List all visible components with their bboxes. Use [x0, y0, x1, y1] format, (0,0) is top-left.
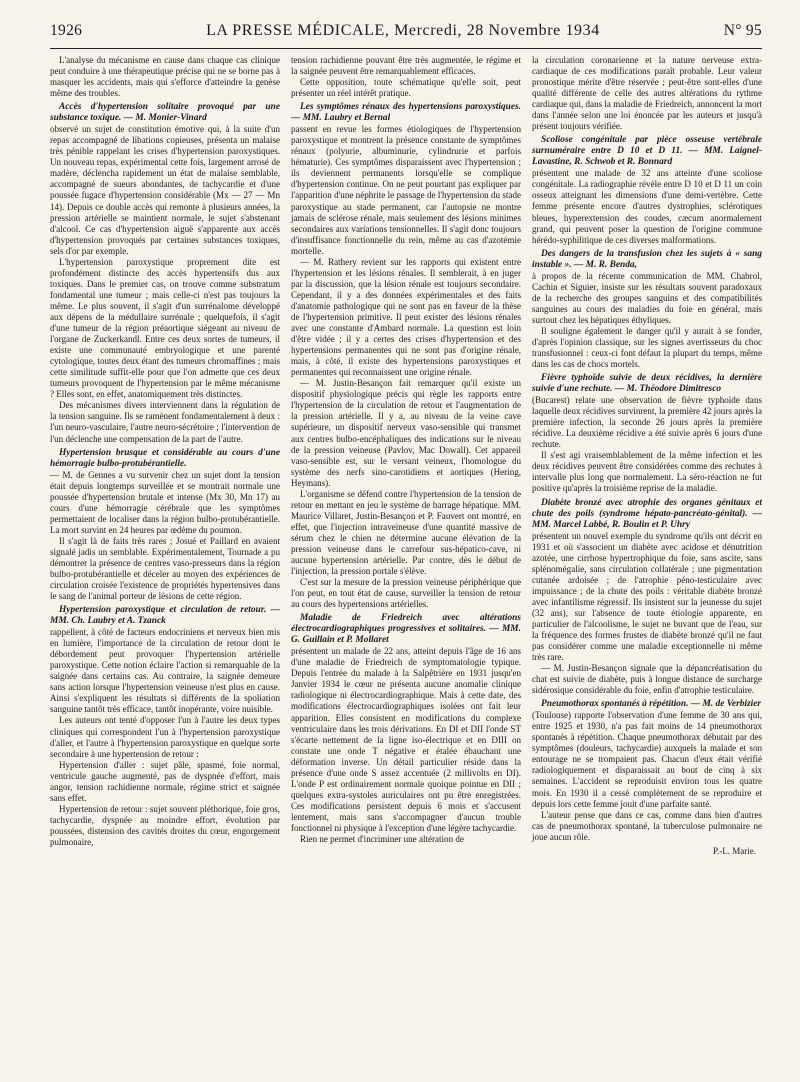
paragraph: Des mécanismes divers interviennent dans la régulation de la tension sanguine. Ils se ramènent fondamentalement à deux : l'un neuro-vasculaire, l'autre neuro-sécrétoire ; l'intervention de l'un déclenche une compensation de la part de l'autre. [50, 400, 280, 444]
journal-title: LA PRESSE MÉDICALE, Mercredi, 28 Novembre 1934 [206, 22, 600, 39]
column-2 [291, 55, 521, 857]
paragraph: Il s'agit là de faits très rares ; Josué et Paillard en avaient signalé jadis un semblable. Expérimentalement, Tournade a pu démontrer la présence de centres vaso-presseurs dans la région bulbo-protubérantielle et déceler au moyen des expériences de circulation croisée l'existence de propriétés hypertensives dans le sang de l'animal porteur de lésions de cette région. [50, 535, 280, 602]
author-signature: P.-L. Marie. [713, 845, 756, 856]
section-heading: Des dangers de la transfusion chez les sujets à « sang instable ». — M. R. Benda, [532, 248, 762, 270]
paragraph: Les auteurs ont tenté d'opposer l'un à l'autre les deux types cliniques qui correspondent l'un à l'hypertension paroxystique d'aller, et l'autre à l'hypertension paroxystique en quelque sorte secondaire à une hypertension de retour : [50, 715, 280, 759]
paragraph: tension rachidienne pouvant être très augmentée, le régime et la saignée peuvent être remarquablement efficaces. [291, 55, 521, 77]
section-heading: Pneumothorax spontanés à répétition. — M. de Verbizier [541, 699, 762, 710]
paragraph: Rien ne permet d'incriminer une altération de [300, 834, 464, 845]
section-heading: Scoliose congénitale par pièce osseuse vertébrale surnuméraire entre D 10 et D 11. — MM. Laignel-Lavastine, R. Schwob et R. Bonnard [532, 135, 762, 168]
column-3 [532, 55, 762, 857]
paragraph: L'auteur pense que dans ce cas, comme dans bien d'autres cas de pneumothorax spontané, la tuberculose pulmonaire ne joue aucun rôle. [532, 809, 762, 842]
paragraph: passent en revue les formes étiologiques de l'hypertension paroxystique et montrent la présence constante de symptômes rénaux (polyurie, albuminurie, cylindrurie et parfois hématurie). Ces symptômes disparaissent avec l'hypertension ; ils deviennent permanents lorsqu'elle se complique d'hypertension continue. On ne peut pourtant pas expliquer par l'apparition d'une néphrite le passage de l'hypertension du stade paroxystique au stade permanent, car l'autopsie ne montre jamais de sclérose rénale, mais seulement des lésions minimes secondaires aux variations tensionnelles. Il s'agit donc toujours d'insuffisance fonctionnelle du rein, même au cas d'azotémie mortelle. [291, 124, 521, 256]
section-heading: Hypertension brusque et considérable au cours d'une hémorragie bulbo-protubérantielle. [50, 447, 280, 469]
paragraph: L'hypertension paroxystique proprement dite est profondément distincte des accès hypertensifs dus aux toxiques. Dans le premier cas, on trouve comme substratum fondamental une tumeur ; mais celle-ci n'est pas toujours la même. Le plus souvent, il s'agit d'un surrénalome développé aux dépens de la médullaire surrénale ; quelquefois, il s'agit d'une tumeur de la région préaortique siégeant au niveau de l'organe de Zuckerkandl. Entre ces deux sortes de tumeurs, il existe une communauté embryologique et une parenté cytologique, toutes deux étant des tumeurs chromaffines ; mais cette similitude suffit-elle pour que l'on admette que ces deux tumeurs provoquent de l'hypertension par le même mécanisme ? Elles sont, en effet, anatomiquement très distinctes. [50, 256, 280, 400]
column-1 [50, 55, 280, 857]
paragraph: Il souligne également le danger qu'il y aurait à se fonder, d'après l'opinion classique, sur les signes avertisseurs du choc transfusionnel : ceux-ci font défaut la plupart du temps, même dans les cas de chocs mortels. [532, 325, 762, 370]
issue-number: N° 95 [723, 22, 762, 39]
page-number: 1926 [50, 22, 83, 39]
paragraph: présentent un malade de 22 ans, atteint depuis l'âge de 16 ans d'une maladie de Friedreich de symptomatologie typique. Depuis l'entrée du malade à la Salpêtrière en 1931 jusqu'en Janvier 1934 le cœur ne présenta aucune anomalie clinique radiologique ni électrocardiographique. Mais à cette date, des modifications électrocardiographiques isolées ont fait leur apparition. Elles consistent en modifications du complexe ventriculaire dans les trois dérivations. En DI et DII l'onde ST s'écarte nettement de la ligne iso-électrique et en DIII on constate une onde T négative et étalée ébauchant une déformation inverse. Un détail particulier réside dans la présence d'une onde S assez accentuée (2 millivolts en DI). L'onde P est ordinairement normale quoique pointue en DII ; quelques extra-systoles auriculaires ont pu être enregistrées. Ces modifications persistent depuis 6 mois et s'accusent lentement, mais sans s'accompagner d'aucun trouble fonctionnel ni physique à l'exception d'une légère tachycardie. [291, 646, 521, 833]
masthead [50, 22, 762, 46]
paragraph: à propos de la récente communication de MM. Chabrol, Cachin et Siguier, insiste sur les résultats souvent paradoxaux de la recherche des groupes sanguins et des compatibilités sanguines au cours des maladies du foie en général, mais surtout chez les hépatiques éthyliques. [532, 270, 762, 325]
section-heading: Accès d'hypertension solitaire provoqué par une substance toxique. — M. Monier-Vinard [50, 102, 280, 124]
section-heading: Fièvre typhoïde suivie de deux récidives, la dernière suivie d'une rechute. — M. Théodore Dimitresco [532, 373, 762, 395]
header-rule [50, 48, 762, 49]
section-heading: Les symptômes rénaux des hypertensions paroxystiques. — MM. Laubry et Bernal [291, 102, 521, 124]
paragraph: — M. Rathery revient sur les rapports qui existent entre l'hypertension et les lésions rénales. Il semblerait, à en juger par la discussion, que la lésion rénale est toujours secondaire. Cependant, il y a des données expérimentales et des faits d'anatomie pathologique qui ne sont pas en faveur de la thèse de l'hypertension primitive. Il peut exister des lésions rénales avec une constante d'Ambard normale. La question est loin d'être vidée ; il y a certes des crises d'hypertension et des hypertensions permanentes qui ne sont pas d'origine rénale, mais, à côté, il existe des hypertensions paroxystiques et permanentes qui reconnaissent une origine rénale. [291, 256, 521, 378]
paragraph: L'analyse du mécanisme en cause dans chaque cas clinique peut conduire à une thérapeutique précise qui ne se borne pas à masquer les accidents, mais qui s'efforce d'atteindre la genèse même des troubles. [50, 55, 280, 99]
paragraph: — M. Justin-Besançon signale que la dépancréatisation du chat est suivie de diabète, puis à longue distance de surcharge sidérosique considérable du foie, enfin d'atrophie testiculaire. [532, 663, 762, 696]
paragraph: observé un sujet de constitution émotive qui, à la suite d'un repas accompagné de libations copieuses, présenta un malaise très pénible rappelant les crises d'hypertension paroxystiques. Un nouveau repas, expérimental cette fois, largement arrosé de madère, déclencha rapidement un état de malaise semblable, accompagné de sueurs abondantes, de tachycardie et d'une poussée fugace d'hypertension considérable (Mx — 27 — Mn 14). Depuis ce double accès qui remonte à plusieurs années, la pression artérielle se maintient normale, le sujet s'abstenant d'alcool. Ce cas d'hypertension aiguë s'apparente aux accès d'hypertension provoqués par certaines substances toxiques, sels d'or par exemple. [50, 124, 280, 256]
paragraph: présentent une malade de 32 ans atteinte d'une scoliose congénitale. La radiographie révèle entre D 10 et D 11 un coin osseux atteignant les dimensions d'une demi-vertèbre. Cette femme présente encore d'autres dystrophies, sclérotiques bleues, hyperextension des coudes, cæcum anormalement grand, qui peuvent poser la question de l'origine commune hérédo-syphilitique de ces diverses malformations. [532, 168, 762, 245]
section-heading: Diabète bronzé avec atrophie des organes génitaux et chute des poils (syndrome hépato-pancréato-génital). — MM. Marcel Labbé, R. Boulin et P. Uhry [532, 497, 762, 530]
paragraph: (Toulouse) rapporte l'observation d'une femme de 30 ans qui, entre 1925 et 1930, n'a pas fait moins de 14 pneumothorax spontanés à répétition. Chaque pneumothorax débutait par des symptômes (douleurs, tachycardie) auxquels la malade et son entourage ne se trompaient pas. Chacun d'eux était vérifié radiologiquement et disparaissait au bout de cinq à six semaines. L'accident se reproduisit environ tous les quatre mois. En 1930 il a cessé complètement de se reproduire et depuis lors cette femme jouit d'une parfaite santé. [532, 710, 762, 809]
paragraph: — M. de Gennes a vu survenir chez un sujet dont la tension était depuis longtemps surveillée et se montrait normale une poussée d'hypertension brutale et intense (Mx 30, Mn 17) au cours d'une hémorragie cérébrale que les symptômes permettaient de localiser dans la région bulbo-protubérantielle. La mort survint en 24 heures par œdème du poumon. [50, 469, 280, 535]
paragraph: Il s'est agi vraisemblablement de la même infection et les deux récidives peuvent être considérées comme des rechutes à intervalle plus long que normalement. La séro-réaction ne fut positive qu'après la troisième reprise de la maladie. [532, 450, 762, 494]
article-columns [50, 55, 762, 857]
paragraph: L'organisme se défend contre l'hypertension de la tension de retour en mettant en jeu le système de barrage hépatique. MM. Maurice Villaret, Justin-Besançon et P. Fauvert ont montré, en effet, que l'injection intraveineuse d'une quantité massive de sérum chez le chien ne détermine aucune élévation de la pression veineuse dans le carrefour sus-hépatico-cave, ni aucune hypertension artérielle. Par contre, dès le début de l'injection, la pression portale s'élève. [291, 488, 521, 577]
section-heading: Maladie de Friedreich avec altérations électrocardiographiques progressives et solitaires. — MM. G. Guillain et P. Mollaret [291, 613, 521, 646]
paragraph: (Bucarest) relate une observation de fièvre typhoïde dans laquelle deux récidives survinrent, la première 42 jours après la première infection, la seconde 26 jours après la première récidive. La deuxième récidive a été suivie après 6 jours d'une rechute. [532, 395, 762, 450]
paragraph: rappellent, à côté de facteurs endocriniens et nerveux bien mis en lumière, l'importance de la circulation de retour dont le débordement peut provoquer l'hypertension artérielle paroxystique. Cette notion éclaire l'action si remarquable de la saignée dans certains cas. Au contraire, la saignée demeure sans action lorsque l'hypertension veineuse n'est plus en cause. Ainsi s'expliquent les résultats si différents de la spoliation sanguine tantôt très efficace, tantôt inopérante, voire nuisible. [50, 627, 280, 715]
paragraph: la circulation coronarienne et la nature nerveuse extra-cardiaque de ces modifications paraît probable. Leur valeur pronostique mérite d'être réservée ; peut-être sont-elles d'une qualité différente de celle des autres altérations du rythme cardiaque qui, dans la maladie de Friedreich, annoncent la mort dans l'année selon une loi énoncée par les auteurs et jusqu'à présent toujours vérifiée. [532, 55, 762, 132]
paragraph: C'est sur la mesure de la pression veineuse périphérique que l'on peut, en tout état de cause, surveiller la tension de retour au cours des hypertensions artérielles. [291, 577, 521, 610]
section-heading: Hypertension paroxystique et circulation de retour. — MM. Ch. Laubry et A. Tzanck [50, 605, 280, 627]
paragraph: Cette opposition, toute schématique qu'elle soit, peut présenter un réel intérêt pratique. [291, 77, 521, 99]
paragraph: présentent un nouvel exemple du syndrome qu'ils ont décrit en 1931 et où s'associent un diabète avec acidose et dénutrition azotée, une cirrhose hypertrophique du foie, sans ascite, sans splénomégalie, sans circulation collatérale ; une pigmentation cutanée ardoisée ; de l'atrophie péno-testiculaire avec impuissance ; de la chute des poils : véritable diabète bronzé avec infantilisme régressif. Ils insistent sur la jeunesse du sujet (32 ans), sur l'absence de toute étiologie apparente, en particulier de l'alcoolisme, le sujet ne buvant que de l'eau, sur la fréquence des formes frustes de diabète bronzé qu'il ne faut pas considérer comme une maladie exceptionnelle ni même très rare. [532, 530, 762, 663]
paragraph: Hypertension d'aller : sujet pâle, spasmé, foie normal, ventricule gauche augmenté, pas de dyspnée d'effort, mais angor, tension rachidienne normale, régime strict et saignée sans effet. [50, 759, 280, 803]
paragraph: Hypertension de retour : sujet souvent pléthorique, foie gros, tachycardie, dyspnée au moindre effort, évolution par poussées, distension des cavités droites du cœur, engorgement pulmonaire, [50, 803, 280, 847]
paragraph: — M. Justin-Besançon fait remarquer qu'il existe un dispositif physiologique précis qui règle les rapports entre l'hypertension de la circulation de retour et l'augmentation de la pression artérielle. Il y a, au niveau de la veine cave supérieure, un dispositif nerveux vaso-sensible qui transmet aux centres bulbo-encéphaliques des indications sur le niveau de la pression veineuse (Pavlov, Mac Dowall). Cet appareil vaso-sensible est, sur le versant veineux, l'homologue du système des nerfs sino-carotidiens et aortiques (Hering, Heymans). [291, 378, 521, 488]
